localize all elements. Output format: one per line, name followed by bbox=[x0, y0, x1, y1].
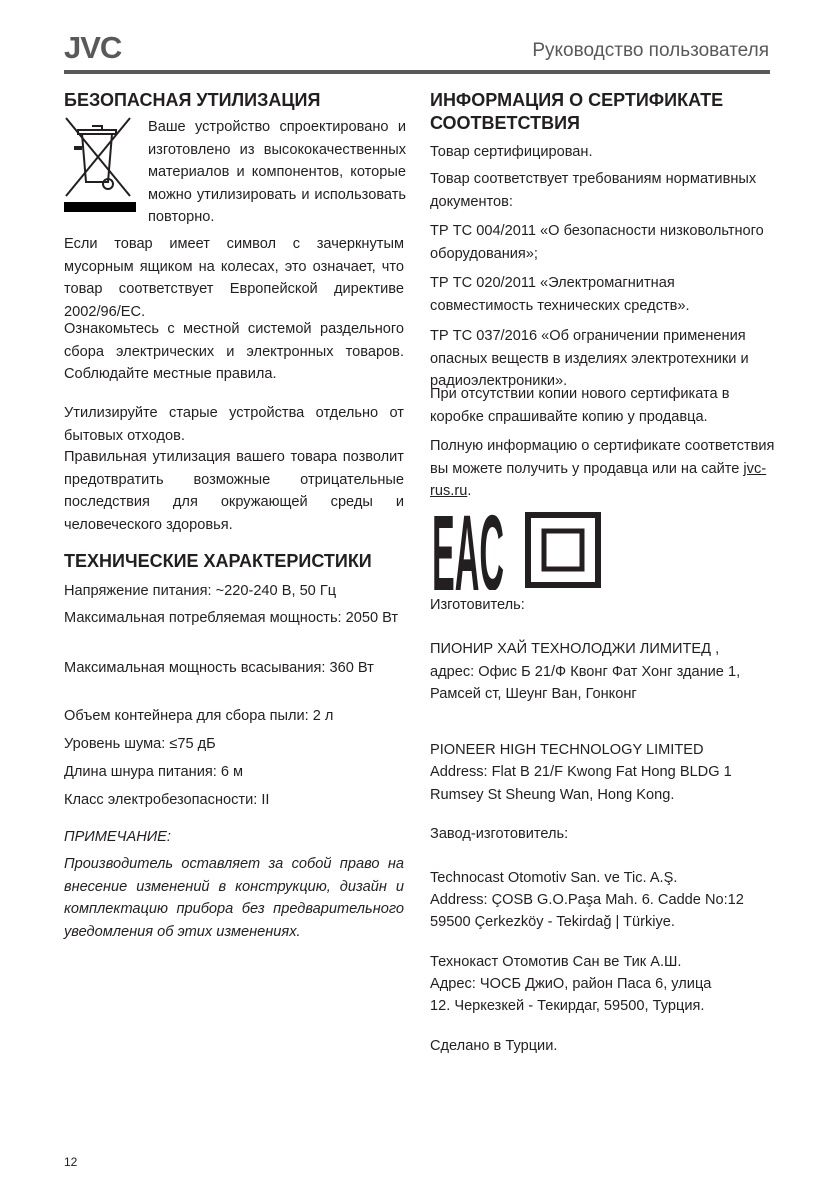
disposal-paragraph: Правильная утилизация вашего товара позволит предотвратить возможные отрицательные последствия для окружающей среды и человеческого здоровья. bbox=[64, 449, 404, 533]
period: . bbox=[467, 483, 472, 499]
manufacturer-en-name: PIONEER HIGH TECHNOLOGY LIMITED bbox=[430, 742, 704, 758]
brand-logo: JVC bbox=[64, 30, 122, 65]
factory-label: Завод-изготовитель: bbox=[430, 826, 569, 842]
made-in: Сделано в Турции. bbox=[430, 1038, 558, 1054]
disposal-heading: БЕЗОПАСНАЯ УТИЛИЗАЦИЯ bbox=[64, 90, 321, 110]
eac-mark-icon bbox=[432, 512, 504, 590]
manufacturer-en-address: Address: Flat B 21/F Kwong Fat Hong BLDG 1 Rumsey St Sheung Wan, Hong Kong. bbox=[430, 764, 732, 803]
factory-ru-line: Адрес: ЧОСБ ДжиО, район Паса 6, улица bbox=[430, 976, 712, 992]
spec-item: Уровень шума: ≤75 дБ bbox=[64, 736, 216, 752]
factory-ru-line: Технокаст Отомотив Сан ве Тик А.Ш. bbox=[430, 954, 682, 970]
spec-item: Максимальная мощность всасывания: 360 Вт bbox=[64, 660, 374, 676]
factory-ru-line: 12. Черкезкей - Текирдаг, 59500, Турция. bbox=[430, 998, 705, 1014]
disposal-paragraph: Утилизируйте старые устройства отдельно от бытовых отходов. bbox=[64, 405, 404, 444]
factory-en-line: 59500 Çerkezköy - Tekirdağ | Türkiye. bbox=[430, 914, 675, 930]
spec-item: Класс электробезопасности: II bbox=[64, 792, 270, 808]
disposal-paragraph: Ознакомьтесь с местной системой раздельного сбора электрических и электронных товаров. Соблюдайте местные правила. bbox=[64, 321, 404, 382]
spec-item: Объем контейнера для сбора пыли: 2 л bbox=[64, 708, 334, 724]
specs-heading: ТЕХНИЧЕСКИЕ ХАРАКТЕРИСТИКИ bbox=[64, 551, 372, 571]
page-number: 12 bbox=[64, 1155, 78, 1169]
factory-en-line: Technocast Otomotiv San. ve Tic. A.Ş. bbox=[430, 870, 678, 886]
cert-paragraph: ТР ТС 004/2011 «О безопасности низковольтного оборудования»; bbox=[430, 223, 764, 262]
document-title: Руководство пользователя bbox=[532, 40, 769, 61]
cert-paragraph: При отсутствии копии нового сертификата в коробке спрашивайте копию у продавца. bbox=[430, 386, 730, 425]
manufacturer-label: Изготовитель: bbox=[430, 597, 525, 613]
cert-paragraph-website bbox=[430, 435, 775, 503]
disposal-paragraph: Если товар имеет символ с зачеркнутым мусорным ящиком на колесах, это означает, что товар соответствует Европейской директиве 2002/96/ЕС. bbox=[64, 236, 404, 320]
spec-item: Длина шнура питания: 6 м bbox=[64, 764, 244, 780]
spec-item: Напряжение питания: ~220-240 В, 50 Гц bbox=[64, 583, 337, 599]
cert-paragraph: Товар сертифицирован. bbox=[430, 144, 593, 160]
spec-item: Максимальная потребляемая мощность: 2050 Вт bbox=[64, 610, 399, 626]
website-link[interactable]: jvc-rus.ru bbox=[430, 460, 767, 499]
note-text: Производитель оставляет за собой право на внесение изменений в конструкцию, дизайн и комплектацию прибора без предварительного уведомления об этих изменениях. bbox=[64, 856, 404, 940]
manufacturer-ru: ПИОНИР ХАЙ ТЕХНОЛОДЖИ ЛИМИТЕД , адрес: Офис Б 21/Ф Квонг Фат Хонг здание 1, Рамсей ст, Шеунг Ван, Гонконг bbox=[430, 641, 741, 702]
class-ii-double-square-icon bbox=[525, 512, 601, 588]
crossed-out-wheelie-bin-icon bbox=[64, 116, 136, 212]
header-divider bbox=[64, 70, 770, 74]
disposal-intro: Ваше устройство спроектировано и изготовлено из высококачественных материалов и компонентов, которые можно утилизировать и использовать повторно. bbox=[148, 119, 406, 225]
certificate-heading: ИНФОРМАЦИЯ О СЕРТИФИКАТЕ СООТВЕТСТВИЯ bbox=[430, 90, 724, 133]
cert-paragraph: ТР ТС 037/2016 «Об ограничении применения опасных веществ в изделиях электротехники и радиоэлектроники». bbox=[430, 328, 749, 389]
note-label: ПРИМЕЧАНИЕ: bbox=[64, 829, 171, 845]
cert-paragraph: Товар соответствует требованиям нормативных документов: bbox=[430, 171, 757, 210]
factory-en-line: Address: ÇOSB G.O.Paşa Mah. 6. Cadde No:12 bbox=[430, 892, 744, 908]
cert-website-text: Полную информацию о сертификате соответствия вы можете получить у продавца или на сайте bbox=[430, 438, 775, 477]
eac-logo-text: EAC bbox=[432, 512, 504, 590]
cert-paragraph: ТР ТС 020/2011 «Электромагнитная совместимость технических средств». bbox=[430, 275, 690, 314]
